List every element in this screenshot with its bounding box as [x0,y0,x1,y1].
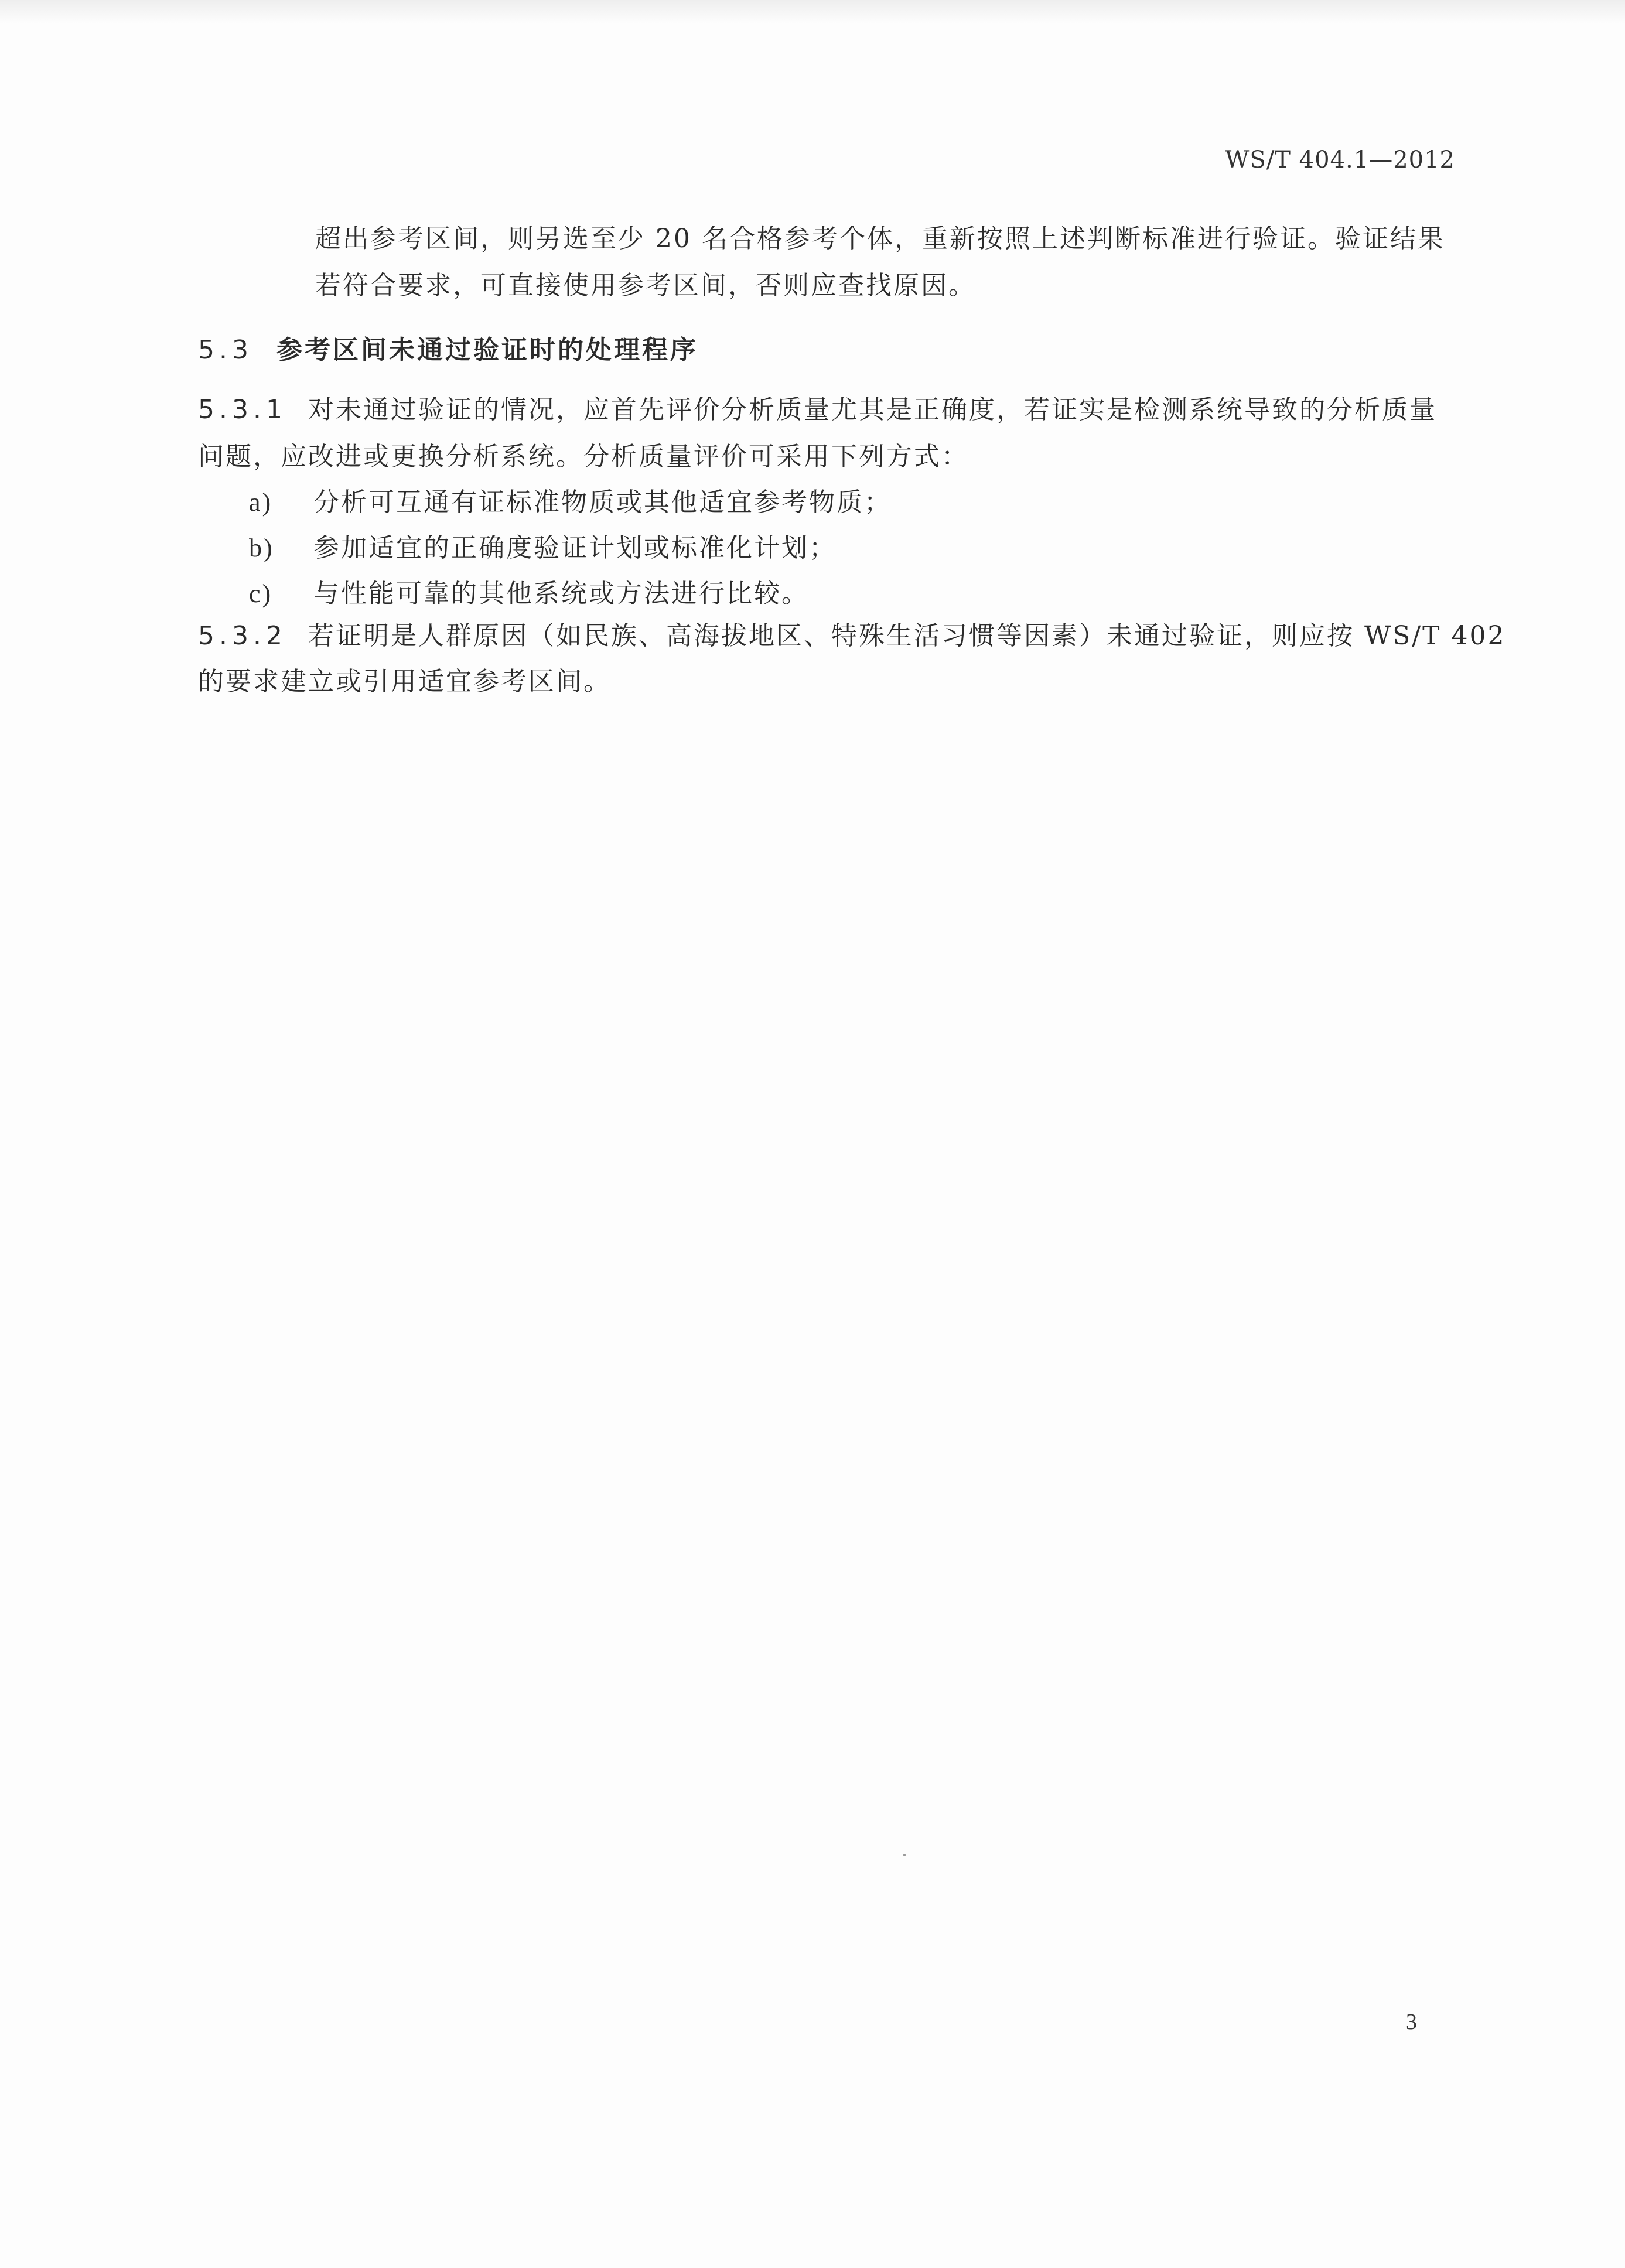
section-title: 参考区间未通过验证时的处理程序 [276,335,698,365]
clause-number: 5.3.2 [198,621,287,651]
clause-5-3-2-line [198,623,1505,649]
standard-code-header: WS/T 404.1—2012 [1225,146,1455,173]
list-item [249,487,892,517]
list-marker: b) [249,534,274,562]
list-marker: c) [249,579,273,608]
paragraph-line: 问题，应改进或更换分析系统。分析质量评价可采用下列方式： [198,442,969,472]
clause-text: 若证明是人群原因（如民族、高海拔地区、特殊生活习惯等因素）未通过验证，则应按 WS/T 402 [308,621,1506,651]
list-item-text: 分析可互通有证标准物质或其他适宜参考物质； [313,487,892,517]
section-heading-5-3 [198,337,698,363]
paragraph-line: 的要求建立或引用适宜参考区间。 [198,667,611,696]
list-item-text: 与性能可靠的其他系统或方法进行比较。 [313,579,809,609]
clause-5-3-1-line [198,397,1437,423]
scan-speck [903,1854,906,1856]
list-item [249,581,809,607]
list-item [249,535,837,561]
clause-text: 对未通过验证的情况，应首先评价分析质量尤其是正确度，若证实是检测系统导致的分析质量 [308,395,1437,425]
scan-edge-shadow [0,0,1625,23]
paragraph-line: 若符合要求，可直接使用参考区间，否则应查找原因。 [315,271,976,300]
section-number: 5.3 [198,335,253,365]
paragraph-line: 超出参考区间，则另选至少 20 名合格参考个体，重新按照上述判断标准进行验证。验证结果 [315,224,1445,254]
clause-number: 5.3.1 [198,395,287,425]
list-marker: a) [249,488,273,517]
list-item-text: 参加适宜的正确度验证计划或标准化计划； [313,533,837,563]
page-number: 3 [1406,2010,1417,2034]
